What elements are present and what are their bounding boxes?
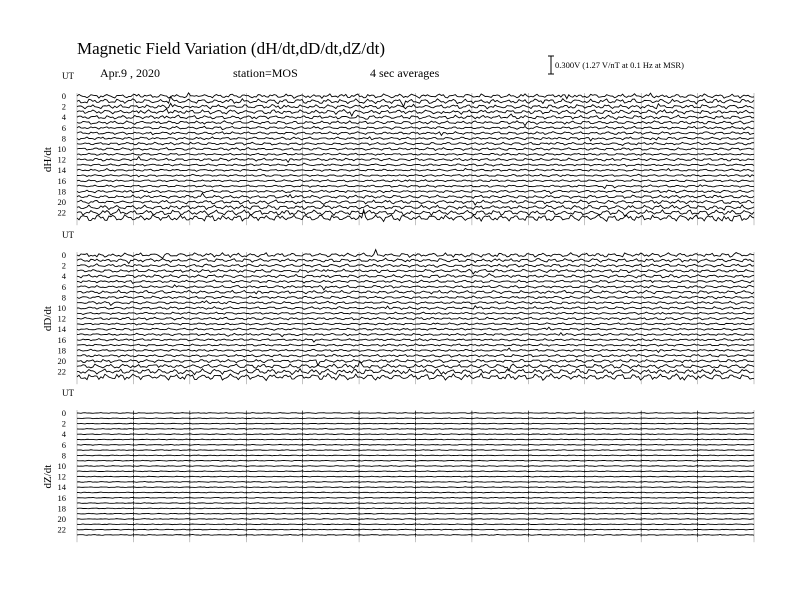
hour-tick-label: 22: [57, 366, 66, 377]
hour-tick-label: 6: [61, 439, 66, 450]
hour-tick-label: 8: [61, 292, 66, 303]
hour-tick-label: 4: [61, 271, 66, 282]
hour-tick-label: 16: [57, 492, 66, 503]
hour-tick-label: 2: [61, 101, 66, 112]
hour-tick-label: 20: [57, 197, 66, 207]
hour-tick-label: 4: [61, 429, 66, 440]
hour-tick-label: 18: [57, 186, 66, 197]
hour-tick-label: 16: [57, 175, 66, 186]
hour-tick-label: 22: [57, 207, 66, 218]
hour-tick-label: 6: [61, 122, 66, 133]
scale-note: 0.300V (1.27 V/nT at 0.1 Hz at MSR): [555, 60, 684, 70]
hour-tick-label: 20: [57, 356, 66, 366]
hour-tick-label: 0: [61, 91, 66, 101]
ut-label: UT: [62, 388, 74, 398]
hour-tick-label: 18: [57, 345, 66, 356]
hour-tick-label: 10: [57, 461, 66, 471]
component-axis-label: dD/dt: [42, 306, 54, 332]
hour-tick-label: 12: [57, 154, 66, 165]
hour-tick-label: 10: [57, 303, 66, 313]
hour-tick-label: 2: [61, 260, 66, 271]
hour-tick-label: 20: [57, 514, 66, 524]
hour-tick-label: 12: [57, 471, 66, 482]
ut-label: UT: [62, 230, 74, 240]
component-axis-label: dZ/dt: [42, 464, 54, 489]
hour-tick-label: 12: [57, 313, 66, 324]
hour-tick-label: 18: [57, 503, 66, 514]
hour-tick-label: 2: [61, 418, 66, 429]
hour-tick-label: 0: [61, 250, 66, 260]
hour-tick-label: 8: [61, 450, 66, 461]
station-label: station=MOS: [233, 66, 298, 80]
hour-tick-label: 6: [61, 281, 66, 292]
hour-tick-label: 0: [61, 408, 66, 418]
hour-tick-label: 22: [57, 524, 66, 535]
hour-tick-label: 16: [57, 334, 66, 345]
averaging-label: 4 sec averages: [370, 66, 440, 80]
ut-label: UT: [62, 71, 74, 81]
hour-tick-label: 10: [57, 144, 66, 154]
chart-title: Magnetic Field Variation (dH/dt,dD/dt,dZ/dt): [77, 39, 386, 58]
hour-tick-label: 4: [61, 112, 66, 123]
component-axis-label: dH/dt: [42, 147, 54, 173]
date-label: Apr.9 , 2020: [100, 66, 160, 80]
hour-tick-label: 14: [57, 165, 66, 176]
hour-tick-label: 14: [57, 324, 66, 335]
hour-tick-label: 8: [61, 133, 66, 144]
hour-tick-label: 14: [57, 482, 66, 493]
